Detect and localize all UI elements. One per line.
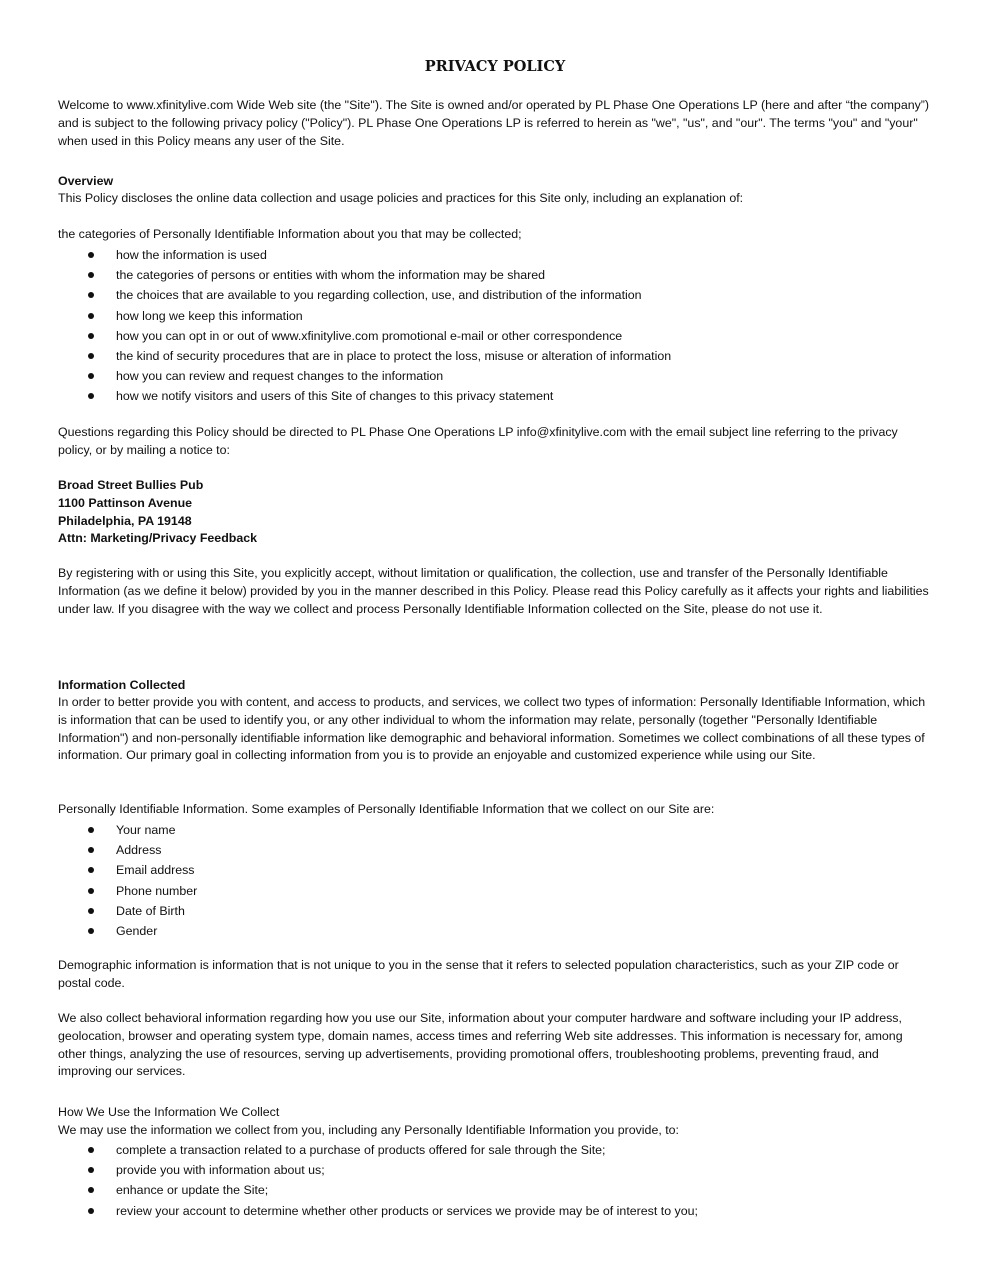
info-collected-text: In order to better provide you with content, and access to products, and services, we collect two types of information: Personally Identifiable Information, which is information that can be used to identify you, or any other individual to whom the information may relate, personally (together "Personally Identifiable Information") and non-personally identifiable information like demographic and behavioral information. Sometimes we collect combinations of all these types of information. Our primary goal in collecting information from you is to provide an enjoyable and customized experience while using our Site.: [58, 695, 926, 763]
list-item: provide you with information about us;: [58, 1160, 934, 1180]
how-use-heading: How We Use the Information We Collect: [58, 1105, 280, 1119]
list-item: Address: [58, 840, 934, 860]
list-item: how long we keep this information: [58, 306, 934, 326]
list-item: Phone number: [58, 881, 934, 901]
list-item: the kind of security procedures that are in place to protect the loss, misuse or alteration of information: [58, 346, 934, 366]
info-collected-heading: Information Collected: [58, 678, 186, 692]
list-item: Your name: [58, 820, 934, 840]
address-line: Philadelphia, PA 19148: [58, 513, 192, 528]
behavioral-paragraph: We also collect behavioral information regarding how you use our Site, information about your computer hardware and software including your IP address, geolocation, browser and operating system type, domain names, access times and referring Web site addresses. This information is necessary for, among other things, analyzing the use of resources, serving up advertisements, providing promotional offers, troubleshooting problems, preventing fraud, and improving our services.: [58, 1011, 903, 1079]
address-line: Attn: Marketing/Privacy Feedback: [58, 531, 258, 546]
list-item: how you can opt in or out of www.xfinitylive.com promotional e-mail or other correspondence: [58, 326, 934, 346]
how-use-text: We may use the information we collect from you, including any Personally Identifiable Information you provide, to:: [58, 1123, 679, 1137]
address-line: 1100 Pattinson Avenue: [58, 495, 193, 510]
demographic-paragraph: Demographic information is information that is not unique to you in the sense that it refers to selected population characteristics, such as your ZIP code or postal code.: [58, 958, 899, 990]
list-item: Gender: [58, 921, 934, 941]
list-item: Date of Birth: [58, 901, 934, 921]
registering-paragraph: By registering with or using this Site, you explicitly accept, without limitation or qualification, the collection, use and transfer of the Personally Identifiable Information (as we define it below) provided by you in the manner described in this Policy. Please read this Policy carefully as it affects your rights and liabilities under law. If you disagree with the way we collect and process Personally Identifiable Information collected on the Site, please do not use it.: [58, 566, 929, 616]
list-item: how you can review and request changes to the information: [58, 366, 934, 386]
mailing-address: [58, 477, 934, 548]
intro-paragraph: Welcome to www.xfinitylive.com Wide Web site (the "Site"). The Site is owned and/or operated by PL Phase One Operations LP (here and after “the company”) and is subject to the following privacy policy ("Policy"). PL Phase One Operations LP is referred to herein as "we", "us", and "our". The terms "you" and "your" when used in this Policy means any user of the Site.: [58, 98, 930, 148]
page-title: PRIVACY POLICY: [424, 58, 566, 75]
overview-text: This Policy discloses the online data collection and usage policies and practices for this Site only, including an explanation of:: [58, 191, 744, 205]
questions-paragraph: Questions regarding this Policy should be directed to PL Phase One Operations LP info@xfinitylive.com with the email subject line referring to the privacy policy, or by mailing a notice to:: [58, 425, 898, 457]
list-item: the categories of persons or entities with whom the information may be shared: [58, 265, 934, 285]
pii-list: [58, 820, 934, 941]
overview-heading: Overview: [58, 174, 114, 188]
pii-lead: Personally Identifiable Information. Some examples of Personally Identifiable Information that we collect on our Site are:: [58, 802, 715, 816]
list-item: how the information is used: [58, 245, 934, 265]
list-item: how we notify visitors and users of this Site of changes to this privacy statement: [58, 386, 934, 406]
address-line: Broad Street Bullies Pub: [58, 478, 204, 492]
overview-list: [58, 245, 934, 407]
list-item: enhance or update the Site;: [58, 1180, 934, 1200]
list-item: the choices that are available to you regarding collection, use, and distribution of the information: [58, 285, 934, 305]
list-item: complete a transaction related to a purchase of products offered for sale through the Site;: [58, 1140, 934, 1160]
list-item: Email address: [58, 860, 934, 880]
overview-lead: the categories of Personally Identifiable Information about you that may be collected;: [58, 227, 522, 241]
list-item: review your account to determine whether other products or services we provide may be of interest to you;: [58, 1201, 934, 1221]
how-use-list: [58, 1140, 934, 1221]
